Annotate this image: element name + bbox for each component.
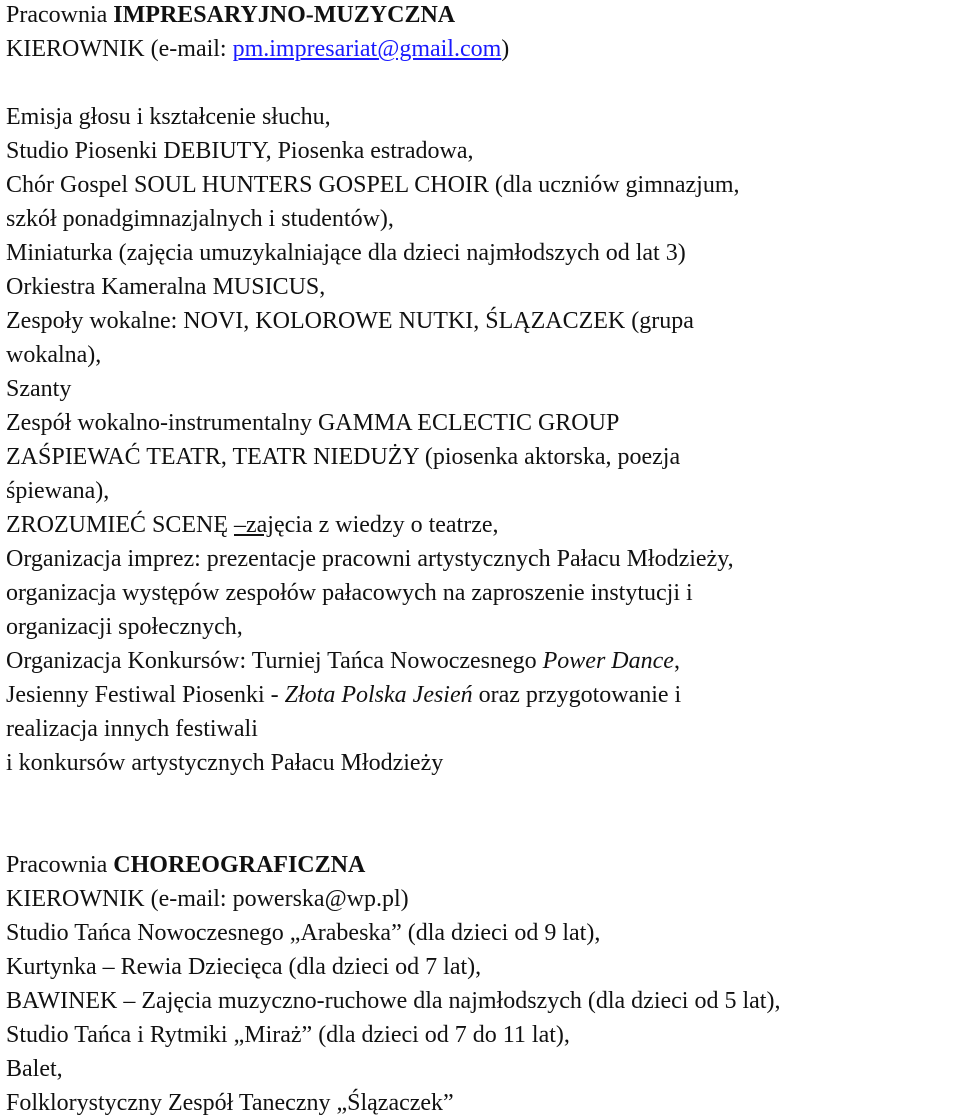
offer-line: Szanty — [6, 376, 72, 402]
offer-line: ZAŚPIEWAĆ TEATR, TEATR NIEDUŻY (piosenka aktorska, poezja — [6, 444, 681, 470]
scene-underlined: –zaj — [234, 512, 274, 538]
section-spacer — [6, 780, 956, 848]
offer-line: Miniaturka (zajęcia umuzykalniające dla dzieci najmłodszych od lat 3) — [6, 240, 686, 266]
offer-line: Studio Piosenki DEBIUTY, Piosenka estradowa, — [6, 138, 474, 164]
offer-line: Zespół wokalno-instrumentalny GAMMA ECLECTIC GROUP — [6, 410, 620, 436]
offer-line: Zespoły wokalne: NOVI, KOLOROWE NUTKI, ŚLĄZACZEK (grupa — [6, 308, 694, 334]
heading-title: IMPRESARYJNO-MUZYCZNA — [113, 2, 456, 28]
offer-line: Studio Tańca i Rytmiki „Miraż” (dla dzieci od 7 do 11 lat), — [6, 1022, 570, 1048]
offer-line: Studio Tańca Nowoczesnego „Arabeska” (dla dzieci od 9 lat), — [6, 920, 601, 946]
offer-line: Orkiestra Kameralna MUSICUS, — [6, 274, 326, 300]
offer-line-festival — [6, 678, 956, 712]
heading-title: CHOREOGRAFICZNA — [113, 852, 366, 878]
scene-suffix: ęcia z wiedzy o teatrze, — [273, 512, 499, 538]
scene-prefix: ZROZUMIEĆ SCENĘ — [6, 512, 234, 538]
festival-suffix: oraz przygotowanie i — [472, 682, 682, 708]
offer-line: organizacja występów zespołów pałacowych na zaproszenie instytucji i — [6, 580, 693, 606]
section-heading-choreograficzna — [6, 848, 956, 882]
offer-line: śpiewana), — [6, 478, 110, 504]
offer-line-contest — [6, 644, 956, 678]
offer-line: i konkursów artystycznych Pałacu Młodzieży — [6, 750, 444, 776]
offer-line: szkół ponadgimnazjalnych i studentów), — [6, 206, 394, 232]
offer-line: Organizacja imprez: prezentacje pracowni artystycznych Pałacu Młodzieży, — [6, 546, 734, 572]
festival-name: Złota Polska Jesień — [284, 682, 473, 708]
offer-line: Balet, — [6, 1056, 63, 1082]
manager-line-impresaryjno — [6, 32, 956, 66]
offer-line: wokalna), — [6, 342, 102, 368]
contest-suffix: , — [673, 648, 680, 674]
festival-prefix: Jesienny Festiwal Piosenki - — [6, 682, 285, 708]
offer-line: realizacja innych festiwali — [6, 716, 258, 742]
offer-line: Folklorystyczny Zespół Taneczny „Ślązaczek” — [6, 1090, 454, 1116]
offer-line: organizacji społecznych, — [6, 614, 243, 640]
offer-line: BAWINEK – Zajęcia muzyczno-ruchowe dla najmłodszych (dla dzieci od 5 lat), — [6, 988, 781, 1014]
contest-prefix: Organizacja Konkursów: Turniej Tańca Nowoczesnego — [6, 648, 543, 674]
offer-line: Chór Gospel SOUL HUNTERS GOSPEL CHOIR (dla uczniów gimnazjum, — [6, 172, 740, 198]
blank-line — [6, 66, 956, 100]
offer-line: Emisja głosu i kształcenie słuchu, — [6, 104, 331, 130]
manager-prefix: KIEROWNIK (e-mail: — [6, 36, 233, 62]
offer-line: Kurtynka – Rewia Dziecięca (dla dzieci od 7 lat), — [6, 954, 482, 980]
contest-name: Power Dance — [542, 648, 674, 674]
manager-email-link[interactable]: pm.impresariat@gmail.com — [232, 36, 502, 62]
offer-line-scene — [6, 508, 956, 542]
heading-prefix: Pracownia — [6, 2, 114, 28]
document-page — [6, 0, 956, 1120]
manager-line-choreograficzna: KIEROWNIK (e-mail: powerska@wp.pl) — [6, 886, 409, 912]
manager-suffix: ) — [501, 36, 510, 62]
section-heading-impresaryjno — [6, 0, 956, 32]
heading-prefix: Pracownia — [6, 852, 114, 878]
